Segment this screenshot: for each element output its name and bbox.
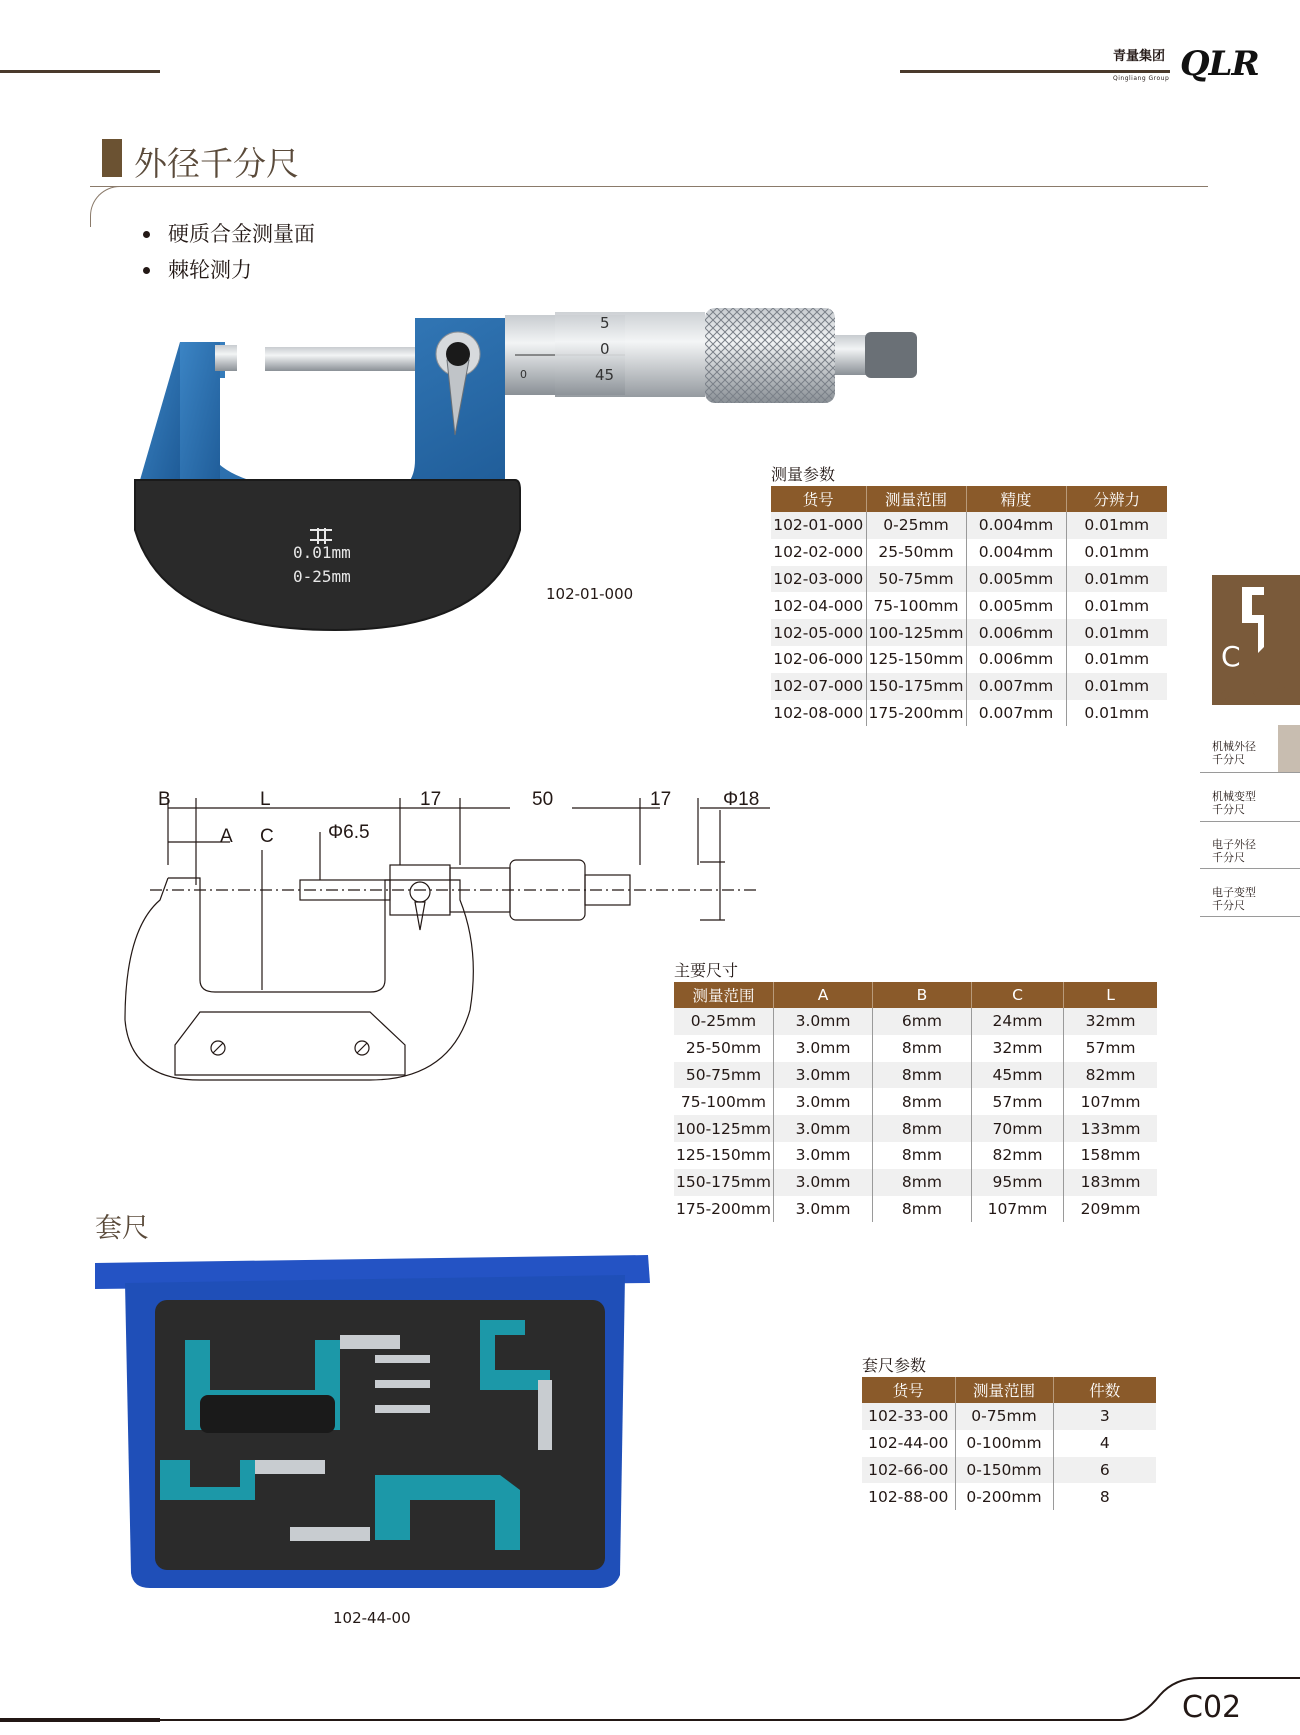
feature-item: 棘轮测力 [140, 252, 315, 288]
table-cell: 25-50mm [866, 539, 966, 566]
nav-divider [1200, 821, 1300, 822]
table-cell: 3.0mm [773, 1169, 872, 1196]
nav-item-line: 机械外径 [1212, 740, 1256, 753]
column-header: L [1064, 982, 1157, 1008]
header-rule-right [900, 70, 1170, 73]
nav-item-line: 电子变型 [1212, 886, 1256, 899]
table-cell: 0.005mm [966, 566, 1066, 593]
table-cell: 0.004mm [966, 512, 1066, 539]
table-row [674, 1196, 1157, 1223]
table-row [771, 646, 1167, 673]
table-cell: 102-88-00 [862, 1483, 955, 1510]
table-cell: 150-175mm [866, 673, 966, 700]
table-cell: 8mm [873, 1115, 972, 1142]
table-cell: 0.01mm [1066, 619, 1167, 646]
title-marker [102, 139, 122, 177]
table-cell: 3.0mm [773, 1035, 872, 1062]
table-row [862, 1430, 1156, 1457]
table-cell: 0.01mm [1066, 566, 1167, 593]
nav-item-digital-special[interactable] [1212, 886, 1300, 912]
brand-name: 青量集团 [1113, 49, 1166, 64]
column-header: B [873, 982, 972, 1008]
table-row [771, 700, 1167, 727]
category-label: 外尺寸 [1220, 682, 1287, 707]
nav-item-line: 千分尺 [1212, 803, 1245, 816]
measurement-params-label: 测量参数 [771, 465, 836, 484]
feature-item: 硬质合金测量面 [140, 216, 315, 252]
table-cell: 125-150mm [866, 646, 966, 673]
nav-item-line: 千分尺 [1212, 753, 1245, 766]
table-row [674, 1142, 1157, 1169]
table-cell: 3 [1053, 1403, 1156, 1430]
main-dimensions-table [674, 982, 1157, 1222]
dim-label: Φ6.5 [328, 822, 370, 843]
nav-item-mechanical-special[interactable] [1212, 790, 1300, 816]
column-header: A [773, 982, 872, 1008]
page-title: 外径千分尺 [134, 144, 299, 183]
table-cell: 0.006mm [966, 646, 1066, 673]
table-row [674, 1035, 1157, 1062]
table-cell: 32mm [971, 1035, 1063, 1062]
table-cell: 8mm [873, 1196, 972, 1223]
table-cell: 107mm [971, 1196, 1063, 1223]
table-cell: 0.007mm [966, 673, 1066, 700]
table-cell: 45mm [971, 1062, 1063, 1089]
column-header: 精度 [966, 486, 1066, 512]
table-cell: 3.0mm [773, 1196, 872, 1223]
column-header: 测量范围 [674, 982, 773, 1008]
measurement-params-table [771, 486, 1167, 726]
thimble-number: 45 [595, 366, 615, 384]
table-cell: 102-03-000 [771, 566, 866, 593]
table-row [771, 619, 1167, 646]
dim-label: B [158, 789, 171, 810]
table-cell: 0.007mm [966, 700, 1066, 727]
table-cell: 8mm [873, 1062, 972, 1089]
table-row [674, 1088, 1157, 1115]
table-cell: 100-125mm [866, 619, 966, 646]
table-cell: 102-66-00 [862, 1457, 955, 1484]
table-cell: 70mm [971, 1115, 1063, 1142]
column-header: 件数 [1053, 1377, 1156, 1403]
table-cell: 0.01mm [1066, 512, 1167, 539]
table-cell: 8 [1053, 1483, 1156, 1510]
column-header: 货号 [771, 486, 866, 512]
table-cell: 0-150mm [955, 1457, 1053, 1484]
table-cell: 209mm [1064, 1196, 1157, 1223]
nav-item-line: 机械变型 [1212, 790, 1256, 803]
table-cell: 32mm [1064, 1008, 1157, 1035]
set-params-table [862, 1377, 1156, 1510]
nav-divider [1200, 916, 1300, 917]
page-number: C02 [1182, 1690, 1242, 1725]
dim-label: 17 [650, 789, 672, 810]
table-cell: 102-08-000 [771, 700, 866, 727]
brand-subtitle: Qingliang Group [1113, 75, 1170, 82]
table-row [771, 539, 1167, 566]
table-cell: 8mm [873, 1169, 972, 1196]
table-row [771, 592, 1167, 619]
brand-logo: QLR [1180, 44, 1259, 84]
frame-label: 0-25mm [293, 567, 351, 586]
table-cell: 3.0mm [773, 1062, 872, 1089]
table-cell: 102-02-000 [771, 539, 866, 566]
table-cell: 75-100mm [866, 592, 966, 619]
table-cell: 50-75mm [674, 1062, 773, 1089]
table-cell: 50-75mm [866, 566, 966, 593]
table-cell: 3.0mm [773, 1088, 872, 1115]
table-cell: 102-04-000 [771, 592, 866, 619]
table-cell: 0-25mm [674, 1008, 773, 1035]
table-cell: 95mm [971, 1169, 1063, 1196]
frame-label: 0.01mm [293, 543, 351, 562]
nav-divider [1200, 772, 1300, 773]
micrometer-set-case-photo [95, 1255, 650, 1590]
dim-label: C [260, 826, 274, 847]
table-row [674, 1008, 1157, 1035]
table-cell: 107mm [1064, 1088, 1157, 1115]
table-cell: 0.01mm [1066, 673, 1167, 700]
nav-item-digital-outside[interactable] [1212, 838, 1300, 864]
table-cell: 150-175mm [674, 1169, 773, 1196]
table-cell: 0.006mm [966, 619, 1066, 646]
table-row [674, 1169, 1157, 1196]
table-cell: 8mm [873, 1088, 972, 1115]
set-section-title: 套尺 [95, 1213, 149, 1244]
table-cell: 82mm [1064, 1062, 1157, 1089]
table-cell: 133mm [1064, 1115, 1157, 1142]
column-header: 货号 [862, 1377, 955, 1403]
dim-label: Φ18 [723, 789, 760, 810]
table-cell: 175-200mm [866, 700, 966, 727]
table-row [771, 566, 1167, 593]
nav-item-line: 电子外径 [1212, 838, 1256, 851]
table-cell: 57mm [1064, 1035, 1157, 1062]
set-caption: 102-44-00 [333, 1609, 411, 1627]
table-cell: 102-07-000 [771, 673, 866, 700]
column-header: 分辨力 [1066, 486, 1167, 512]
table-cell: 158mm [1064, 1142, 1157, 1169]
table-cell: 0-75mm [955, 1403, 1053, 1430]
header-rule-left [0, 70, 160, 73]
table-cell: 0.01mm [1066, 539, 1167, 566]
table-cell: 0.01mm [1066, 646, 1167, 673]
column-header: 测量范围 [866, 486, 966, 512]
table-row [771, 673, 1167, 700]
table-cell: 6mm [873, 1008, 972, 1035]
table-row [771, 512, 1167, 539]
table-cell: 3.0mm [773, 1008, 872, 1035]
table-cell: 0.01mm [1066, 592, 1167, 619]
table-cell: 82mm [971, 1142, 1063, 1169]
table-cell: 183mm [1064, 1169, 1157, 1196]
table-row [862, 1403, 1156, 1430]
table-row [674, 1115, 1157, 1142]
table-cell: 102-05-000 [771, 619, 866, 646]
table-cell: 0-200mm [955, 1483, 1053, 1510]
table-cell: 102-33-00 [862, 1403, 955, 1430]
sleeve-number: 0 [520, 368, 527, 381]
table-cell: 175-200mm [674, 1196, 773, 1223]
table-cell: 102-06-000 [771, 646, 866, 673]
nav-divider [1200, 868, 1300, 869]
table-cell: 24mm [971, 1008, 1063, 1035]
dim-label: 17 [420, 789, 442, 810]
table-cell: 8mm [873, 1035, 972, 1062]
table-row [674, 1062, 1157, 1089]
table-cell: 0.004mm [966, 539, 1066, 566]
table-cell: 6 [1053, 1457, 1156, 1484]
nav-item-mechanical-outside[interactable] [1212, 740, 1300, 766]
table-row [862, 1483, 1156, 1510]
table-cell: 102-44-00 [862, 1430, 955, 1457]
table-cell: 4 [1053, 1430, 1156, 1457]
column-header: C [971, 982, 1063, 1008]
table-cell: 75-100mm [674, 1088, 773, 1115]
thimble-number: 5 [600, 314, 610, 332]
main-dimensions-label: 主要尺寸 [674, 961, 739, 980]
title-rule [90, 186, 1208, 187]
table-cell: 0.005mm [966, 592, 1066, 619]
title-rule-corner [90, 186, 121, 227]
nav-item-line: 千分尺 [1212, 851, 1245, 864]
column-header: 测量范围 [955, 1377, 1053, 1403]
table-cell: 125-150mm [674, 1142, 773, 1169]
dim-label: L [260, 789, 271, 810]
set-params-label: 套尺参数 [862, 1356, 927, 1375]
table-cell: 57mm [971, 1088, 1063, 1115]
table-cell: 102-01-000 [771, 512, 866, 539]
dim-label: A [220, 826, 233, 847]
table-cell: 3.0mm [773, 1142, 872, 1169]
footer-rule [0, 1670, 1300, 1735]
category-letter: C [1221, 640, 1241, 673]
table-cell: 0-25mm [866, 512, 966, 539]
table-cell: 0.01mm [1066, 700, 1167, 727]
table-cell: 8mm [873, 1142, 972, 1169]
table-cell: 0-100mm [955, 1430, 1053, 1457]
table-row [862, 1457, 1156, 1484]
table-cell: 3.0mm [773, 1115, 872, 1142]
table-cell: 100-125mm [674, 1115, 773, 1142]
thimble-number: 0 [600, 340, 610, 358]
dim-label: 50 [532, 789, 554, 810]
table-cell: 25-50mm [674, 1035, 773, 1062]
product-caption: 102-01-000 [546, 585, 634, 603]
nav-item-line: 千分尺 [1212, 899, 1245, 912]
feature-list [140, 216, 315, 288]
